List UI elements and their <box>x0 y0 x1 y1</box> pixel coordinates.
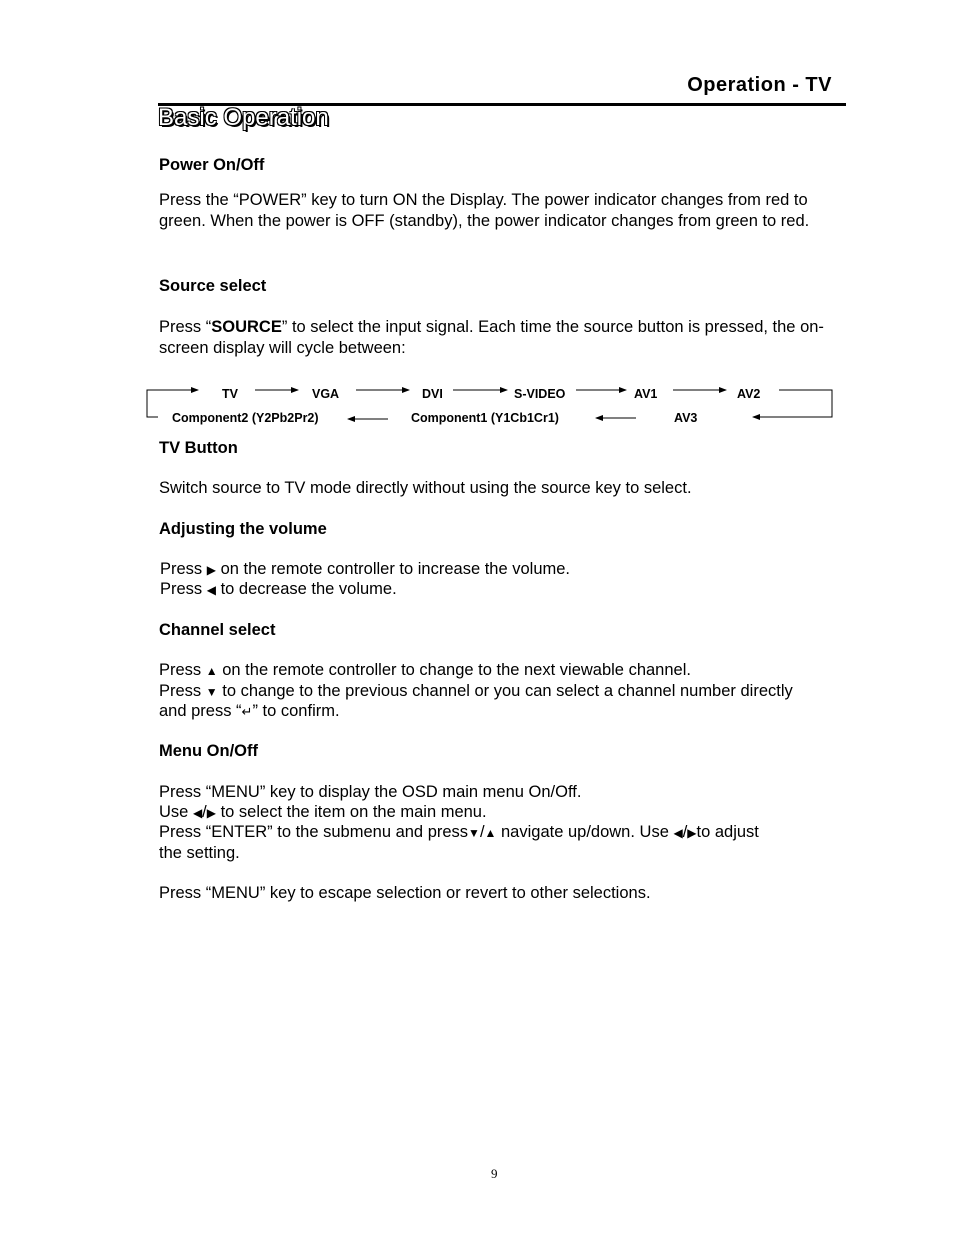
triangle-left-icon: ◀ <box>192 806 203 820</box>
flow-dvi: DVI <box>422 387 443 401</box>
triangle-up-icon: ▲ <box>205 664 218 678</box>
triangle-up-icon: ▲ <box>484 826 497 840</box>
triangle-left-icon: ◀ <box>206 583 216 597</box>
menu-heading: Menu On/Off <box>159 742 258 760</box>
menu-line-2: Use ◀/▶ to select the item on the main menu. <box>159 803 487 821</box>
volume-line-2: Press ◀ to decrease the volume. <box>160 580 397 598</box>
channel-heading: Channel select <box>159 621 276 639</box>
power-heading: Power On/Off <box>159 156 265 174</box>
flow-svideo: S-VIDEO <box>514 387 566 401</box>
page-header-title: Operation - TV <box>687 74 832 96</box>
flow-av1: AV1 <box>634 387 658 401</box>
source-heading: Source select <box>159 277 267 295</box>
source-text: Press “SOURCE” to select the input signal. Each time the source button is pressed, the on-screen display will cycle between: <box>159 318 824 357</box>
triangle-right-icon: ▶ <box>206 806 216 820</box>
triangle-down-icon: ▼ <box>205 685 218 699</box>
triangle-right-icon: ▶ <box>206 563 216 577</box>
volume-line-1: Press ▶ on the remote controller to increase the volume. <box>160 560 571 578</box>
flow-vga: VGA <box>312 387 340 401</box>
section-title: Basic Operation <box>158 104 329 131</box>
menu-line-1: Press “MENU” key to display the OSD main menu On/Off. <box>159 783 582 801</box>
flow-tv: TV <box>222 387 238 401</box>
menu-line-5: Press “MENU” key to escape selection or revert to other selections. <box>159 884 651 902</box>
flow-component1: Component1 (Y1Cb1Cr1) <box>411 411 559 425</box>
tv-button-text: Switch source to TV mode directly without using the source key to select. <box>159 479 692 497</box>
triangle-down-icon: ▼ <box>468 826 480 840</box>
triangle-left-icon: ◀ <box>673 826 683 840</box>
flow-component2: Component2 (Y2Pb2Pr2) <box>172 411 319 425</box>
channel-line-2: Press ▼ to change to the previous channel or you can select a channel number directly <box>159 682 793 700</box>
volume-heading: Adjusting the volume <box>159 520 327 538</box>
page-number: 9 <box>491 1166 498 1181</box>
triangle-right-icon: ▶ <box>687 826 697 840</box>
menu-line-4: the setting. <box>159 844 240 862</box>
channel-line-1: Press ▲ on the remote controller to change to the next viewable channel. <box>159 661 691 679</box>
flow-av2: AV2 <box>737 387 761 401</box>
power-text: Press the “POWER” key to turn ON the Display. The power indicator changes from red to green. When the power is OFF (standby), the power indicator changes from green to red. <box>159 191 810 230</box>
flow-av3: AV3 <box>674 411 698 425</box>
menu-line-3: Press “ENTER” to the submenu and press▼/▲ navigate up/down. Use ◀/▶to adjust <box>159 823 759 841</box>
enter-return-icon: ↵ <box>241 704 253 719</box>
channel-line-3: and press “↵” to confirm. <box>159 702 340 720</box>
tv-button-heading: TV Button <box>159 439 238 457</box>
